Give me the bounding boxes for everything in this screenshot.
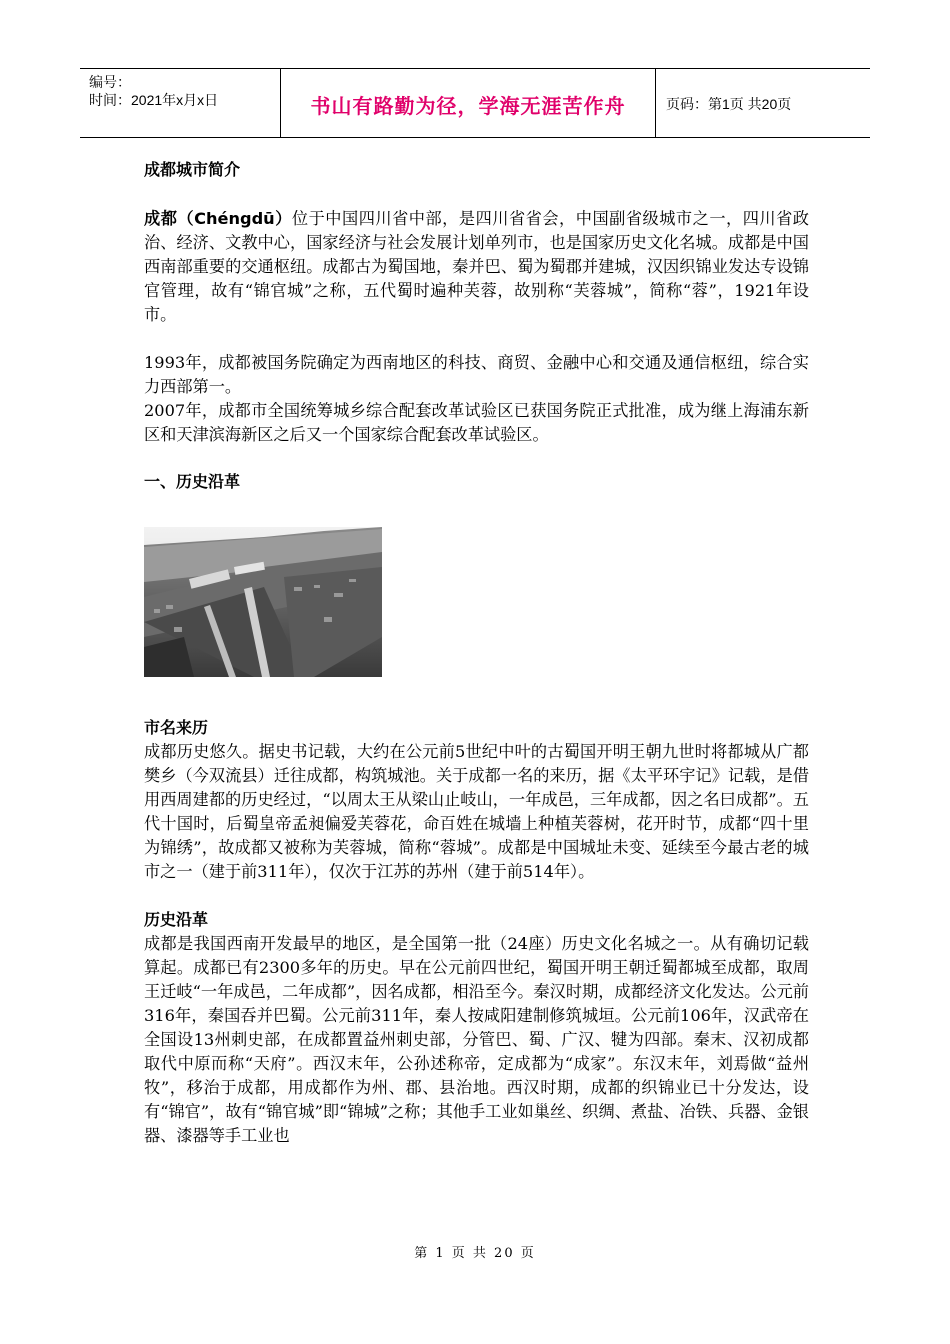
aerial-city-image [144, 527, 382, 677]
history-heading: 历史沿革 [144, 910, 209, 929]
document-body [144, 154, 809, 494]
document-body-continued [144, 716, 809, 1148]
header-page-info: 页码：第1页 共20页 [666, 96, 792, 112]
intro-paragraph [144, 207, 809, 327]
page-footer: 第 1 页 共 20 页 [414, 1246, 536, 1261]
name-origin-paragraph: 成都历史悠久。据史书记载，大约在公元前5世纪中叶的古蜀国开明王朝九世时将都城从广都樊乡（今双流县）迁往成都，构筑城池。关于成都一名的来历，据《太平环宇记》记载，是借用西周建都的历史经过，“以周太王从梁山止岐山，一年成邑，三年成都，因之名曰成都”。五代十国时，后蜀皇帝孟昶偏爱芙蓉花，命百姓在城墙上种植芙蓉树，花开时节，成都“四十里为锦绣”，故成都又被称为芙蓉城，简称“蓉城”。成都是中国城址未变、延续至今最古老的城市之一（建于前311年），仅次于江苏的苏州（建于前514年）。 [144, 742, 809, 881]
page-header [80, 68, 870, 138]
paragraph-1993: 1993年，成都被国务院确定为西南地区的科技、商贸、金融中心和交通及通信枢纽，综合实力西部第一。 [144, 353, 809, 396]
header-date-label: 时间：2021年x月x日 [89, 92, 219, 108]
history-paragraph: 成都是我国西南开发最早的地区，是全国第一批（24座）历史文化名城之一。从有确切记载算起。成都已有2300多年的历史。早在公元前四世纪，蜀国开明王朝迁蜀都城至成都，取周王迁岐“一年成邑，二年成都”，因名成都，相沿至今。秦汉时期，成都经济文化发达。公元前316年，秦国吞并巴蜀。公元前311年，秦人按咸阳建制修筑城垣。公元前106年，汉武帝在全国设13州刺史部，在成都置益州刺史部，分管巴、蜀、广汉、犍为四部。秦末、汉初成都取代中原而称“天府”。西汉末年，公孙述称帝，定成都为“成家”。东汉末年，刘焉做“益州牧”，移治于成都，用成都作为州、郡、县治地。西汉时期，成都的织锦业已十分发达，设有“锦官”，故有“锦官城”即“锦城”之称；其他手工业如巢丝、织绸、煮盐、冶铁、兵器、金银器、漆器等手工业也 [144, 934, 809, 1145]
name-origin-heading: 市名来历 [144, 718, 209, 737]
section-heading-history: 一、历史沿革 [144, 472, 241, 491]
header-motto: 书山有路勤为径，学海无涯苦作舟 [281, 69, 656, 137]
historical-city-photo [144, 527, 382, 677]
header-meta [80, 69, 281, 137]
document-title: 成都城市简介 [144, 160, 241, 179]
intro-text: 位于中国四川省中部，是四川省省会，中国副省级城市之一，四川省政治、经济、文教中心，国家经济与社会发展计划单列市，也是国家历史文化名城。成都是中国西南部重要的交通枢纽。成都古为蜀国地，秦并巴、蜀为蜀郡并建城，汉因织锦业发达专设锦官管理，故有“锦官城”之称，五代蜀时遍种芙蓉，故别称“芙蓉城”，简称“蓉”，1921年设市。 [144, 209, 809, 324]
city-name: 成都（Chéngdū） [144, 209, 292, 228]
paragraph-2007: 2007年，成都市全国统筹城乡综合配套改革试验区已获国务院正式批准，成为继上海浦东新区和天津滨海新区之后又一个国家综合配套改革试验区。 [144, 401, 809, 444]
header-number-label: 编号： [89, 74, 131, 90]
